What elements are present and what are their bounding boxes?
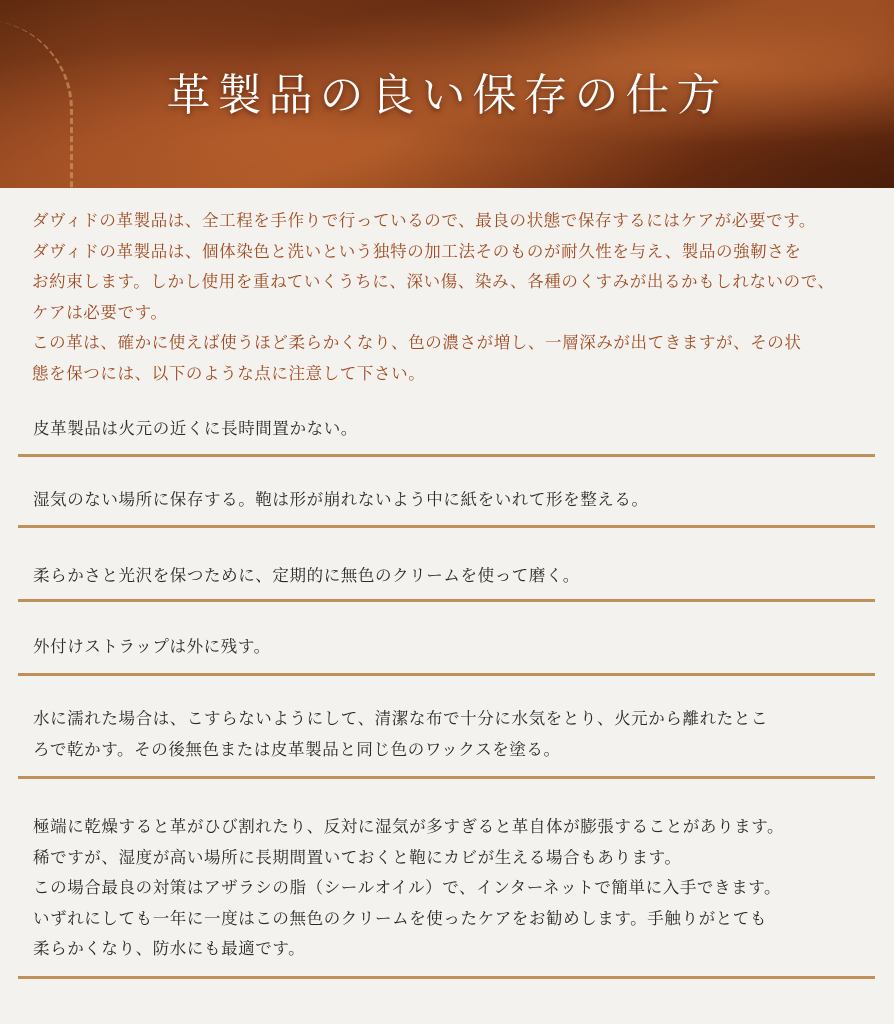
care-item-polish bbox=[18, 561, 875, 602]
care-item-text bbox=[33, 632, 875, 663]
intro-line: 態を保つには、以下のような点に注意して下さい。 bbox=[32, 363, 426, 383]
care-item-line: 皮革製品は火元の近くに長時間置かない。 bbox=[33, 419, 358, 438]
care-item-humidity bbox=[18, 812, 875, 979]
care-item-line: 柔らかさと光沢を保つために、定期的に無色のクリームを使って磨く。 bbox=[33, 566, 580, 585]
care-item-text bbox=[33, 485, 875, 516]
care-item-text bbox=[33, 812, 875, 965]
intro-line: ケアは必要です。 bbox=[32, 302, 168, 322]
intro-text bbox=[32, 206, 872, 389]
care-item-line: いずれにしても一年に一度はこの無色のクリームを使ったケアをお勧めします。手触りがとても bbox=[33, 908, 767, 928]
care-item-fire bbox=[18, 414, 875, 457]
care-item-line: 湿気のない場所に保存する。鞄は形が崩れないよう中に紙をいれて形を整える。 bbox=[33, 490, 649, 509]
header-banner bbox=[0, 0, 894, 188]
care-item-strap bbox=[18, 632, 875, 676]
care-item-storage bbox=[18, 485, 875, 528]
care-item-line: この場合最良の対策はアザラシの脂（シールオイル）で、インターネットで簡単に入手できます。 bbox=[33, 878, 782, 897]
care-item-line: 稀ですが、湿度が高い場所に長期間置いておくと鞄にカビが生える場合もあります。 bbox=[33, 847, 682, 867]
care-item-line: 柔らかくなり、防水にも最適です。 bbox=[33, 939, 306, 958]
intro-line: ダヴィドの革製品は、全工程を手作りで行っているので、最良の状態で保存するにはケアが必要です。 bbox=[32, 211, 816, 230]
intro-line: お約束します。しかし使用を重ねていくうちに、深い傷、染み、各種のくすみが出るかもしれないので、 bbox=[32, 272, 835, 291]
page-title: 革製品の良い保存の仕方 bbox=[166, 70, 728, 121]
care-item-line: 外付けストラップは外に残す。 bbox=[33, 637, 271, 656]
care-item-text bbox=[33, 561, 875, 592]
intro-line: ダヴィドの革製品は、個体染色と洗いという独特の加工法そのものが耐久性を与え、製品の強靭さを bbox=[32, 241, 802, 261]
care-item-line: ろで乾かす。その後無色または皮革製品と同じ色のワックスを塗る。 bbox=[33, 739, 561, 759]
care-item-line: 水に濡れた場合は、こすらないようにして、清潔な布で十分に水気をとり、火元から離れたとこ bbox=[33, 709, 768, 728]
intro-line: この革は、確かに使えば使うほど柔らかくなり、色の濃さが増し、一層深みが出てきますが、その状 bbox=[32, 333, 802, 352]
care-item-line: 極端に乾燥すると革がひび割れたり、反対に湿気が多すぎると革自体が膨張することがあります。 bbox=[33, 817, 785, 836]
care-item-wet bbox=[18, 704, 875, 779]
care-item-text bbox=[33, 704, 875, 765]
care-item-text bbox=[33, 414, 875, 445]
